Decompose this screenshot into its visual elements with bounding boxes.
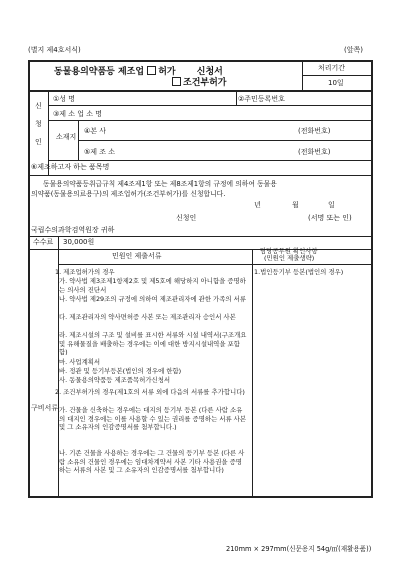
- document-item-2b: 나. 기존 건물을 사용하는 경우에는 그 건물의 등기부 등본 (다른 사람 소유의 건물인 경우에는 임대차계약서 사본 기타 사용권을 증명하는 서류의 사본 및 그 소유자의 인감증명서를 첨부합니다): [59, 449, 245, 475]
- recipient-label: 국립수의과학검역원장 귀하: [31, 226, 115, 234]
- applicant-side-label-1: 신: [35, 102, 42, 110]
- processing-period-value: 10일: [328, 79, 344, 87]
- factory-phone-label: (전화번호): [298, 148, 331, 156]
- applicant-signature-label: 신청인: [176, 214, 197, 222]
- document-item-1: 1. 제조업허가의 경우: [55, 268, 115, 276]
- form-title: 동물용의약품등 제조업 허가 신청서: [54, 67, 223, 77]
- business-name-label: ③제 소 업 소 명: [53, 110, 102, 118]
- date-month-label: 월: [292, 201, 299, 209]
- fee-label: 수수료: [33, 238, 54, 246]
- applicant-side-label-3: 인: [35, 138, 42, 146]
- official-check-subheader: (민원인 제출생략): [264, 254, 315, 262]
- head-office-phone-label: (전화번호): [298, 127, 331, 135]
- factory-address-field[interactable]: [150, 143, 290, 157]
- product-items-label: ⑥제조하고자 하는 품목명: [31, 163, 110, 171]
- conditional-permit-option: 조건부허가: [172, 77, 226, 88]
- document-item-1c: 다. 제조관리자의 약사면허증 사본 또는 제조관리자 승인서 사본: [59, 313, 236, 321]
- page-side-note: (앞쪽): [344, 46, 363, 54]
- name-field[interactable]: [130, 92, 234, 104]
- document-item-1a: 가. 약사법 제3조제1항제2호 및 제5호에 해당하지 아니함을 증명하는 의사의 진단서: [59, 277, 246, 294]
- head-office-label: ④본 사: [84, 127, 107, 135]
- applicant-documents-header: 민원인 제출서류: [112, 252, 162, 260]
- statement-line-2: 의약품(동물용의료용구)의 제조업허가(조건부허가)를 신청합니다.: [31, 190, 226, 198]
- conditional-permit-checkbox[interactable]: [172, 77, 181, 86]
- document-item-1b: 나. 약사법 제29조의 규정에 의하여 제조관리자에 관한 가족의 서류: [59, 295, 246, 303]
- resident-number-field[interactable]: [300, 92, 370, 104]
- head-office-address-field[interactable]: [150, 123, 290, 137]
- address-label: 소재지: [56, 133, 77, 141]
- product-items-field[interactable]: [122, 161, 370, 173]
- document-item-2a: 가. 건물을 신축하는 경우에는 대지의 등기부 등본 (다른 사람 소유의 대지인 경우에는 이를 사용할 수 있는 권리를 증명하는 서류 사본 및 그 소유자의 인감증명서를 첨부합니다.): [59, 406, 246, 432]
- document-item-1f: 바. 정관 및 등기부등본(법인의 경우에 한함): [59, 367, 182, 375]
- document-item-1e: 마. 사업계획서: [59, 358, 101, 366]
- name-field-label: ①성 명: [53, 95, 76, 103]
- required-documents-label: 구비서류: [31, 404, 59, 412]
- resident-number-label: ②주민등록번호: [238, 95, 285, 103]
- permit-checkbox[interactable]: [147, 66, 156, 75]
- official-check-header: 담당공무원 확인사항: [260, 247, 318, 255]
- statement-line-1: 동물용의약품등취급규칙 제4조제1항 또는 제8조제1항의 규정에 의하여 동물용: [43, 180, 277, 188]
- processing-period-label: 처리기간: [318, 64, 346, 72]
- document-item-1g: 사. 동물용의약품등 제조품목허가신청서: [59, 376, 171, 384]
- form-number-label: (별지 제4호서식): [28, 46, 81, 54]
- date-year-label: 년: [254, 201, 261, 209]
- applicant-side-label-2: 청: [35, 120, 42, 128]
- factory-label: ⑤제 조 소: [84, 148, 116, 156]
- paper-spec-footer: 210mm × 297mm(신문용지 54g/㎡(재활용품)): [226, 545, 372, 553]
- fee-value: 30,000원: [63, 238, 95, 246]
- date-day-label: 일: [328, 201, 335, 209]
- document-item-2: 2. 조건부허가의 경우(제1호의 서류 외에 다음의 서류를 추가합니다): [55, 388, 245, 396]
- document-item-1d: 라. 제조시설의 구조 및 설비를 표시한 서류와 시설 내역서(구조개요 및 유해물질을 배출하는 경우에는 이에 대한 방지시설내역을 포함함): [59, 331, 247, 357]
- business-name-field[interactable]: [130, 107, 370, 119]
- signature-note: (서명 또는 인): [308, 214, 352, 222]
- official-check-item: 1.법인등기부 등본(법인의 경우): [254, 268, 344, 276]
